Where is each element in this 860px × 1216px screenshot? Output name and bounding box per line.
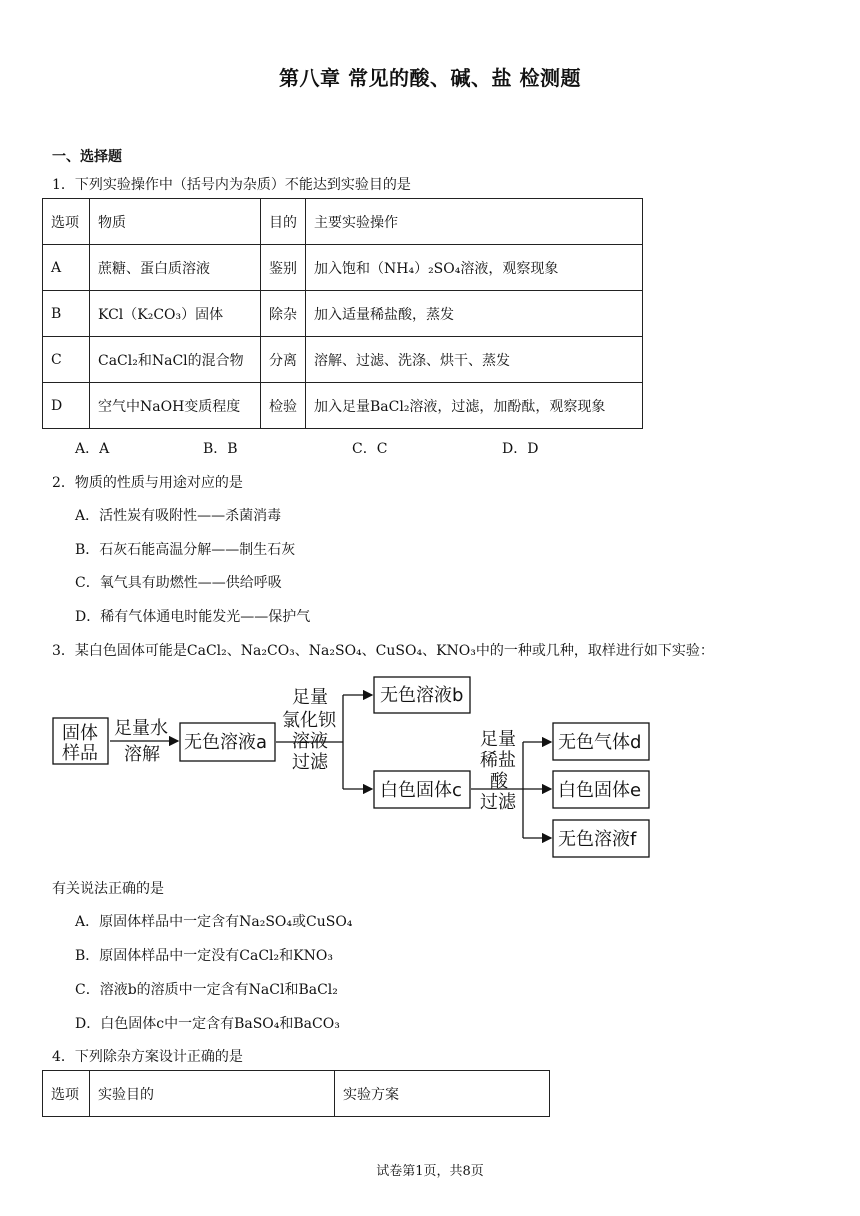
sample-label: 固体 [62,723,98,744]
answer-option-c[interactable]: C．溶液b的溶质中一定含有NaCl和BaCl₂ [75,982,338,998]
table-header-cell: 选项 [43,199,90,245]
answer-option-b[interactable]: B．原固体样品中一定没有CaCl₂和KNO₃ [75,948,333,964]
answer-option-c[interactable]: C．C [352,441,388,457]
question-1-table [42,198,643,429]
table-header-row [43,199,643,245]
table-cell: 加入足量BaCl₂溶液，过滤，加酚酞，观察现象 [306,383,643,429]
question-4-table [42,1070,550,1117]
table-cell: CaCl₂和NaCl的混合物 [90,337,261,383]
table-cell: 加入饱和（NH₄）₂SO₄溶液，观察现象 [306,245,643,291]
table-cell: 溶解、过滤、洗涤、烘干、蒸发 [306,337,643,383]
table-cell: 鉴别 [261,245,306,291]
table-cell: A [43,245,90,291]
experiment-flowchart [50,676,660,862]
table-header-row [43,1071,550,1117]
question-2-stem: 2．物质的性质与用途对应的是 [52,475,243,491]
answer-option-b[interactable]: B．石灰石能高温分解——制生石灰 [75,542,296,558]
answer-option-b[interactable]: B．B [203,441,238,457]
table-cell: C [43,337,90,383]
table-header-cell: 物质 [90,199,261,245]
section-heading: 一、选择题 [52,149,122,165]
table-header-cell: 实验方案 [335,1071,550,1117]
step-label: 过滤 [480,792,516,813]
answer-option-a[interactable]: A．A [75,441,110,457]
question-3-stem: 3．某白色固体可能是CaCl₂、Na₂CO₃、Na₂SO₄、CuSO₄、KNO₃中的一种或几种，取样进行如下实验： [52,643,714,659]
box-label: 无色溶液b [380,685,464,706]
step-label: 溶解 [124,744,160,765]
table-row [43,245,643,291]
question-1-stem: 1．下列实验操作中（括号内为杂质）不能达到实验目的是 [52,177,411,193]
step-label: 足量 [292,687,328,708]
answer-option-d[interactable]: D．白色固体c中一定含有BaSO₄和BaCO₃ [75,1016,340,1032]
step-label: 足量 [480,729,516,750]
step-label: 氯化钡 [282,710,336,731]
page-title: 第八章 常见的酸、碱、盐 检测题 [279,66,581,90]
table-cell: B [43,291,90,337]
table-header-cell: 实验目的 [90,1071,335,1117]
answer-option-d[interactable]: D．D [502,441,539,457]
answer-option-c[interactable]: C．氧气具有助燃性——供给呼吸 [75,575,282,591]
step-label: 酸 [490,771,508,792]
answer-option-d[interactable]: D．稀有气体通电时能发光——保护气 [75,609,311,625]
answer-option-a[interactable]: A．原固体样品中一定含有Na₂SO₄或CuSO₄ [75,914,353,930]
box-label: 无色溶液f [558,829,637,850]
question-3-lead: 有关说法正确的是 [52,881,164,897]
table-header-cell: 主要实验操作 [306,199,643,245]
table-cell: KCl（K₂CO₃）固体 [90,291,261,337]
page-footer: 试卷第1页，共8页 [376,1164,484,1179]
question-4-stem: 4．下列除杂方案设计正确的是 [52,1049,243,1065]
step-label: 过滤 [292,752,328,773]
step-label: 溶液 [292,731,328,752]
table-cell: 蔗糖、蛋白质溶液 [90,245,261,291]
table-row [43,337,643,383]
table-row [43,291,643,337]
step-label: 稀盐 [480,750,516,771]
table-cell: 分离 [261,337,306,383]
table-cell: 加入适量稀盐酸，蒸发 [306,291,643,337]
table-header-cell: 目的 [261,199,306,245]
answer-option-a[interactable]: A．活性炭有吸附性——杀菌消毒 [75,508,282,524]
table-cell: 空气中NaOH变质程度 [90,383,261,429]
box-label: 无色溶液a [184,732,268,753]
box-label: 白色固体c [380,780,462,801]
step-label: 足量水 [114,718,168,739]
table-cell: 除杂 [261,291,306,337]
box-label: 无色气体d [558,732,642,753]
table-cell: D [43,383,90,429]
table-row [43,383,643,429]
table-cell: 检验 [261,383,306,429]
box-label: 白色固体e [558,780,642,801]
table-header-cell: 选项 [43,1071,90,1117]
sample-label: 样品 [62,743,98,764]
